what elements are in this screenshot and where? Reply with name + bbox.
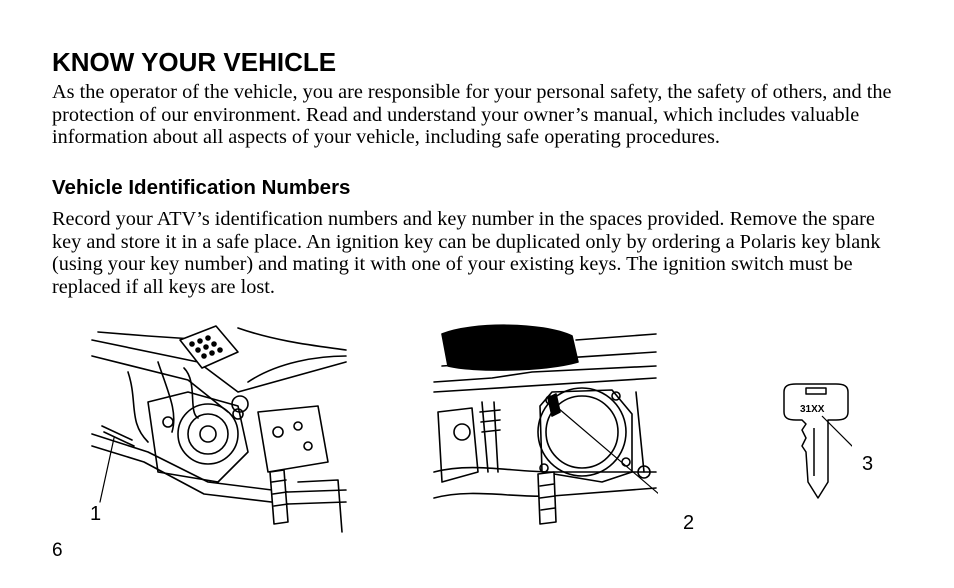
ignition-key-icon	[778, 382, 852, 500]
callout-1: 1	[90, 503, 102, 525]
callout-2: 2	[683, 512, 695, 534]
callout-3: 3	[862, 453, 874, 475]
page-number: 6	[52, 540, 63, 561]
atv-engine-illustration-icon	[432, 322, 658, 528]
vin-paragraph: Record your ATV’s identification numbers and key number in the spaces provided. Remove the spare key and store it in a safe place. An ignition key can be duplicated only by ordering a Polaris key blank (using your key number) and mating it with one of your existing keys. The ignition switch must be replaced if all keys are lost.	[52, 208, 881, 298]
atv-frame-illustration-icon	[88, 322, 348, 540]
page-heading: KNOW YOUR VEHICLE	[52, 47, 337, 77]
section-subheading: Vehicle Identification Numbers	[52, 176, 351, 199]
intro-paragraph: As the operator of the vehicle, you are responsible for your personal safety, the safety of others, and the protection of our environment. Read and understand your owner’s manual, which includes valuable information about all aspects of your vehicle, including safe operating procedures.	[52, 81, 892, 148]
key-stamp: 31XX	[800, 404, 825, 415]
